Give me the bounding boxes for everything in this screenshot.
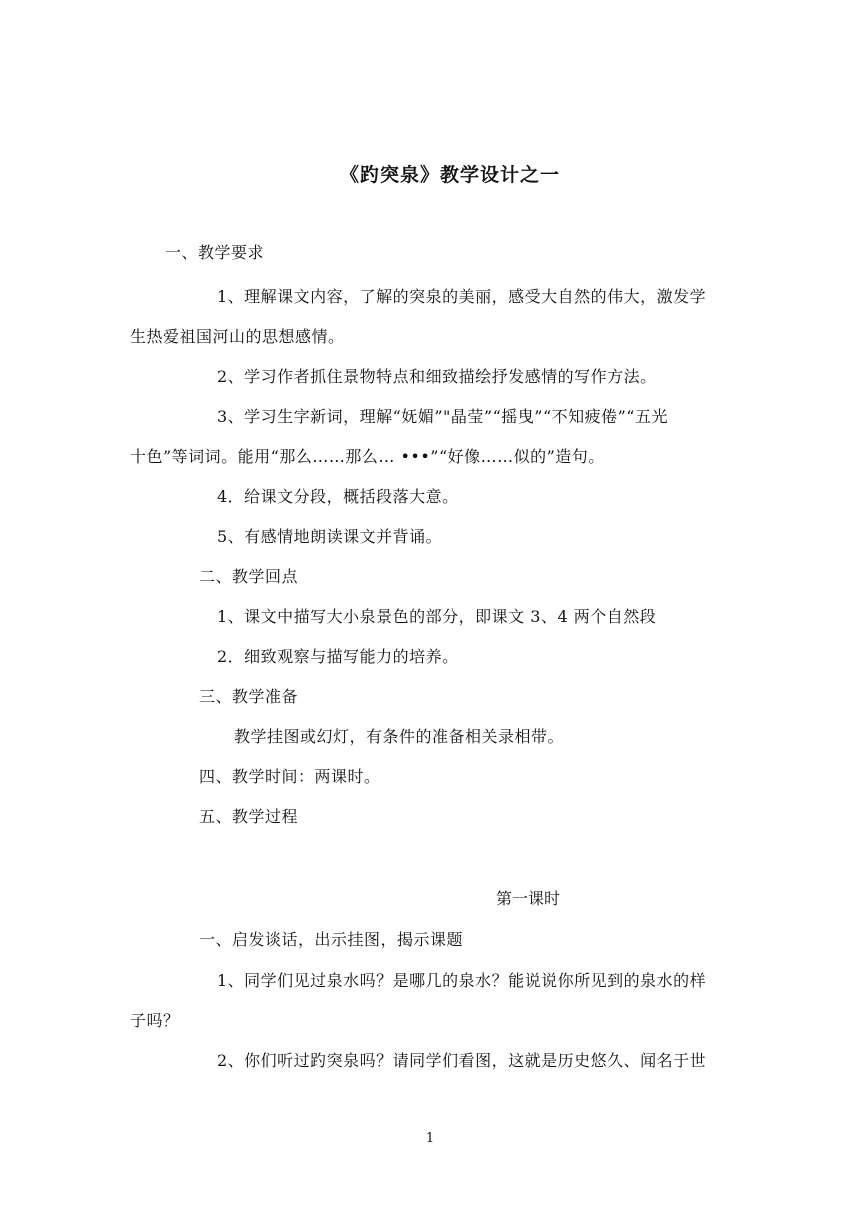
requirement-item-3-line-2: 十色”等词词。能用“那么……那么… •••”“好像……似的”造句。: [130, 447, 605, 466]
section-heading-preparation: 三、教学准备: [199, 687, 299, 706]
requirement-item-3-line-1: 3、学习生字新词，理解“妩媚”"晶莹”“摇曳”“不知疲倦”“五光: [217, 407, 668, 426]
document-title: 《趵突泉》教学设计之一: [339, 164, 560, 186]
requirement-item-4: 4．给课文分段，概括段落大意。: [217, 487, 459, 506]
lesson-step-1-heading: 一、启发谈话，出示挂图，揭示课题: [199, 930, 464, 949]
requirement-item-2: 2、学习作者抓住景物特点和细致描绘抒发感情的写作方法。: [217, 367, 657, 386]
requirement-item-1-line-1: 1、理解课文内容，了解的突泉的美丽，感受大自然的伟大，激发学: [217, 287, 707, 306]
page-number: 1: [425, 1131, 435, 1146]
section-heading-process: 五、教学过程: [199, 807, 299, 826]
requirement-item-1-line-2: 生热爱祖国河山的思想感情。: [130, 327, 345, 346]
lesson-step-1-item-1-line-2: 子吗？: [130, 1011, 180, 1030]
key-point-item-2: 2．细致观察与描写能力的培养。: [217, 647, 459, 666]
section-heading-key-points: 二、教学回点: [199, 567, 299, 586]
lesson-step-1-item-2-line-1: 2、你们听过趵突泉吗？请同学们看图，这就是历史悠久、闻名于世: [217, 1051, 707, 1070]
section-heading-requirements: 一、教学要求: [165, 243, 265, 262]
section-heading-time: 四、教学时间：两课时。: [199, 767, 381, 786]
key-point-item-1: 1、课文中描写大小泉景色的部分，即课文 3、4 两个自然段: [217, 607, 657, 626]
lesson-step-1-item-1-line-1: 1、同学们见过泉水吗？是哪几的泉水？能说说你所见到的泉水的样: [217, 971, 707, 990]
preparation-text: 教学挂图或幻灯，有条件的准备相关录相带。: [234, 727, 565, 746]
requirement-item-5: 5、有感情地朗读课文并背诵。: [217, 527, 443, 546]
lesson-subheading: 第一课时: [496, 889, 561, 908]
